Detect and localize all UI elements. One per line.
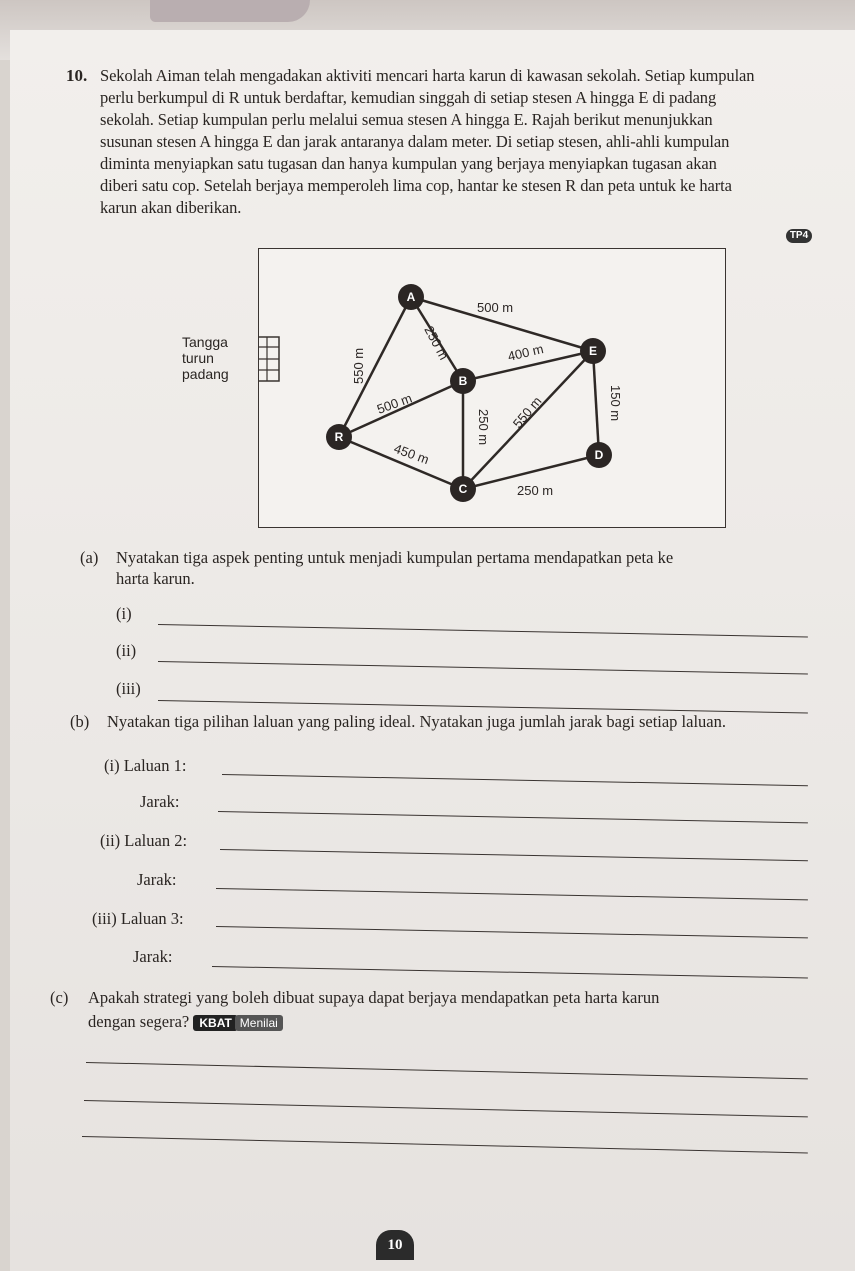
part-a-text-line-1: Nyatakan tiga aspek penting untuk menjadi kumpulan pertama mendapatkan peta ke <box>116 548 674 567</box>
node-e-label: E <box>588 344 598 358</box>
node-c-label: C <box>458 482 468 496</box>
part-c-text-line-1: Apakah strategi yang boleh dibuat supaya dapat berjaya mendapatkan peta harta karun <box>88 988 660 1007</box>
part-a-item-2-label: (ii) <box>116 641 137 660</box>
stairs-label-line-3: padang <box>182 366 229 382</box>
part-a-item-3-label: (iii) <box>116 679 141 698</box>
stairs-label-line-1: Tangga <box>182 334 228 350</box>
station-map-diagram <box>259 249 725 527</box>
route-1-label: (i) Laluan 1: <box>104 756 187 775</box>
tp-badge: TP4 <box>786 229 812 243</box>
part-a-item-1-label: (i) <box>116 604 132 623</box>
route-2-distance-label: Jarak: <box>137 870 177 889</box>
previous-page-corner <box>150 0 310 22</box>
kbat-badge: KBAT <box>193 1015 237 1031</box>
stairs-label-line-2: turun <box>182 350 214 366</box>
edge-label-a-e: 500 m <box>477 300 514 315</box>
question-number: 10. <box>66 66 88 85</box>
question-line-6: diberi satu cop. Setelah berjaya memperoleh lima cop, hantar ke stesen R dan peta untuk ke harta <box>100 176 732 195</box>
part-c-text-line-2-wrap <box>88 1012 283 1032</box>
node-a-label: A <box>406 290 416 304</box>
edge-r-a <box>339 297 411 437</box>
question-line-3: sekolah. Setiap kumpulan perlu melalui semua stesen A hingga E. Rajah berikut menunjukkan <box>100 110 713 129</box>
question-line-4: susunan stesen A hingga E dan jarak antaranya dalam meter. Di setiap stesen, ahli-ahli kumpulan <box>100 132 730 151</box>
edge-e-d <box>593 351 599 455</box>
part-b-label: (b) <box>70 712 90 731</box>
edge-label-c-d: 250 m <box>517 483 554 498</box>
question-line-7: karun akan diberikan. <box>100 198 242 217</box>
edge-label-r-a: 550 m <box>351 347 366 384</box>
edge-label-a-b: 250 m <box>421 323 452 363</box>
route-2-label: (ii) Laluan 2: <box>100 831 188 850</box>
question-line-1: Sekolah Aiman telah mengadakan aktiviti mencari harta karun di kawasan sekolah. Setiap kumpulan <box>100 66 755 85</box>
node-r-label: R <box>334 430 344 444</box>
edge-label-r-b: 500 m <box>374 390 414 417</box>
route-1-distance-label: Jarak: <box>140 792 180 811</box>
page-number: 10 <box>376 1230 414 1260</box>
stairs-label <box>182 334 229 382</box>
menilai-badge: Menilai <box>235 1015 283 1031</box>
edge-label-e-d: 150 m <box>608 385 623 422</box>
question-line-5: diminta menyiapkan satu tugasan dan hanya kumpulan yang berjaya menyiapkan tugasan akan <box>100 154 717 173</box>
node-b-label: B <box>458 374 468 388</box>
route-3-distance-label: Jarak: <box>133 947 173 966</box>
edge-label-b-e: 400 m <box>506 341 545 364</box>
edge-label-r-c: 450 m <box>391 440 432 468</box>
part-c-text-line-2: dengan segera? <box>88 1012 190 1031</box>
station-map <box>258 248 726 528</box>
question-line-2: perlu berkumpul di R untuk berdaftar, kemudian singgah di setiap stesen A hingga E di padang <box>100 88 717 107</box>
part-b-text: Nyatakan tiga pilihan laluan yang paling ideal. Nyatakan juga jumlah jarak bagi setiap laluan. <box>107 712 726 731</box>
node-d-label: D <box>594 448 604 462</box>
part-a-label: (a) <box>80 548 99 567</box>
stairs-icon <box>259 337 279 381</box>
edge-label-c-e: 550 m <box>509 393 545 431</box>
part-a-text-line-2: harta karun. <box>116 569 195 588</box>
part-c-label: (c) <box>50 988 69 1007</box>
route-3-label: (iii) Laluan 3: <box>92 909 184 928</box>
edge-label-b-c: 250 m <box>476 409 491 446</box>
